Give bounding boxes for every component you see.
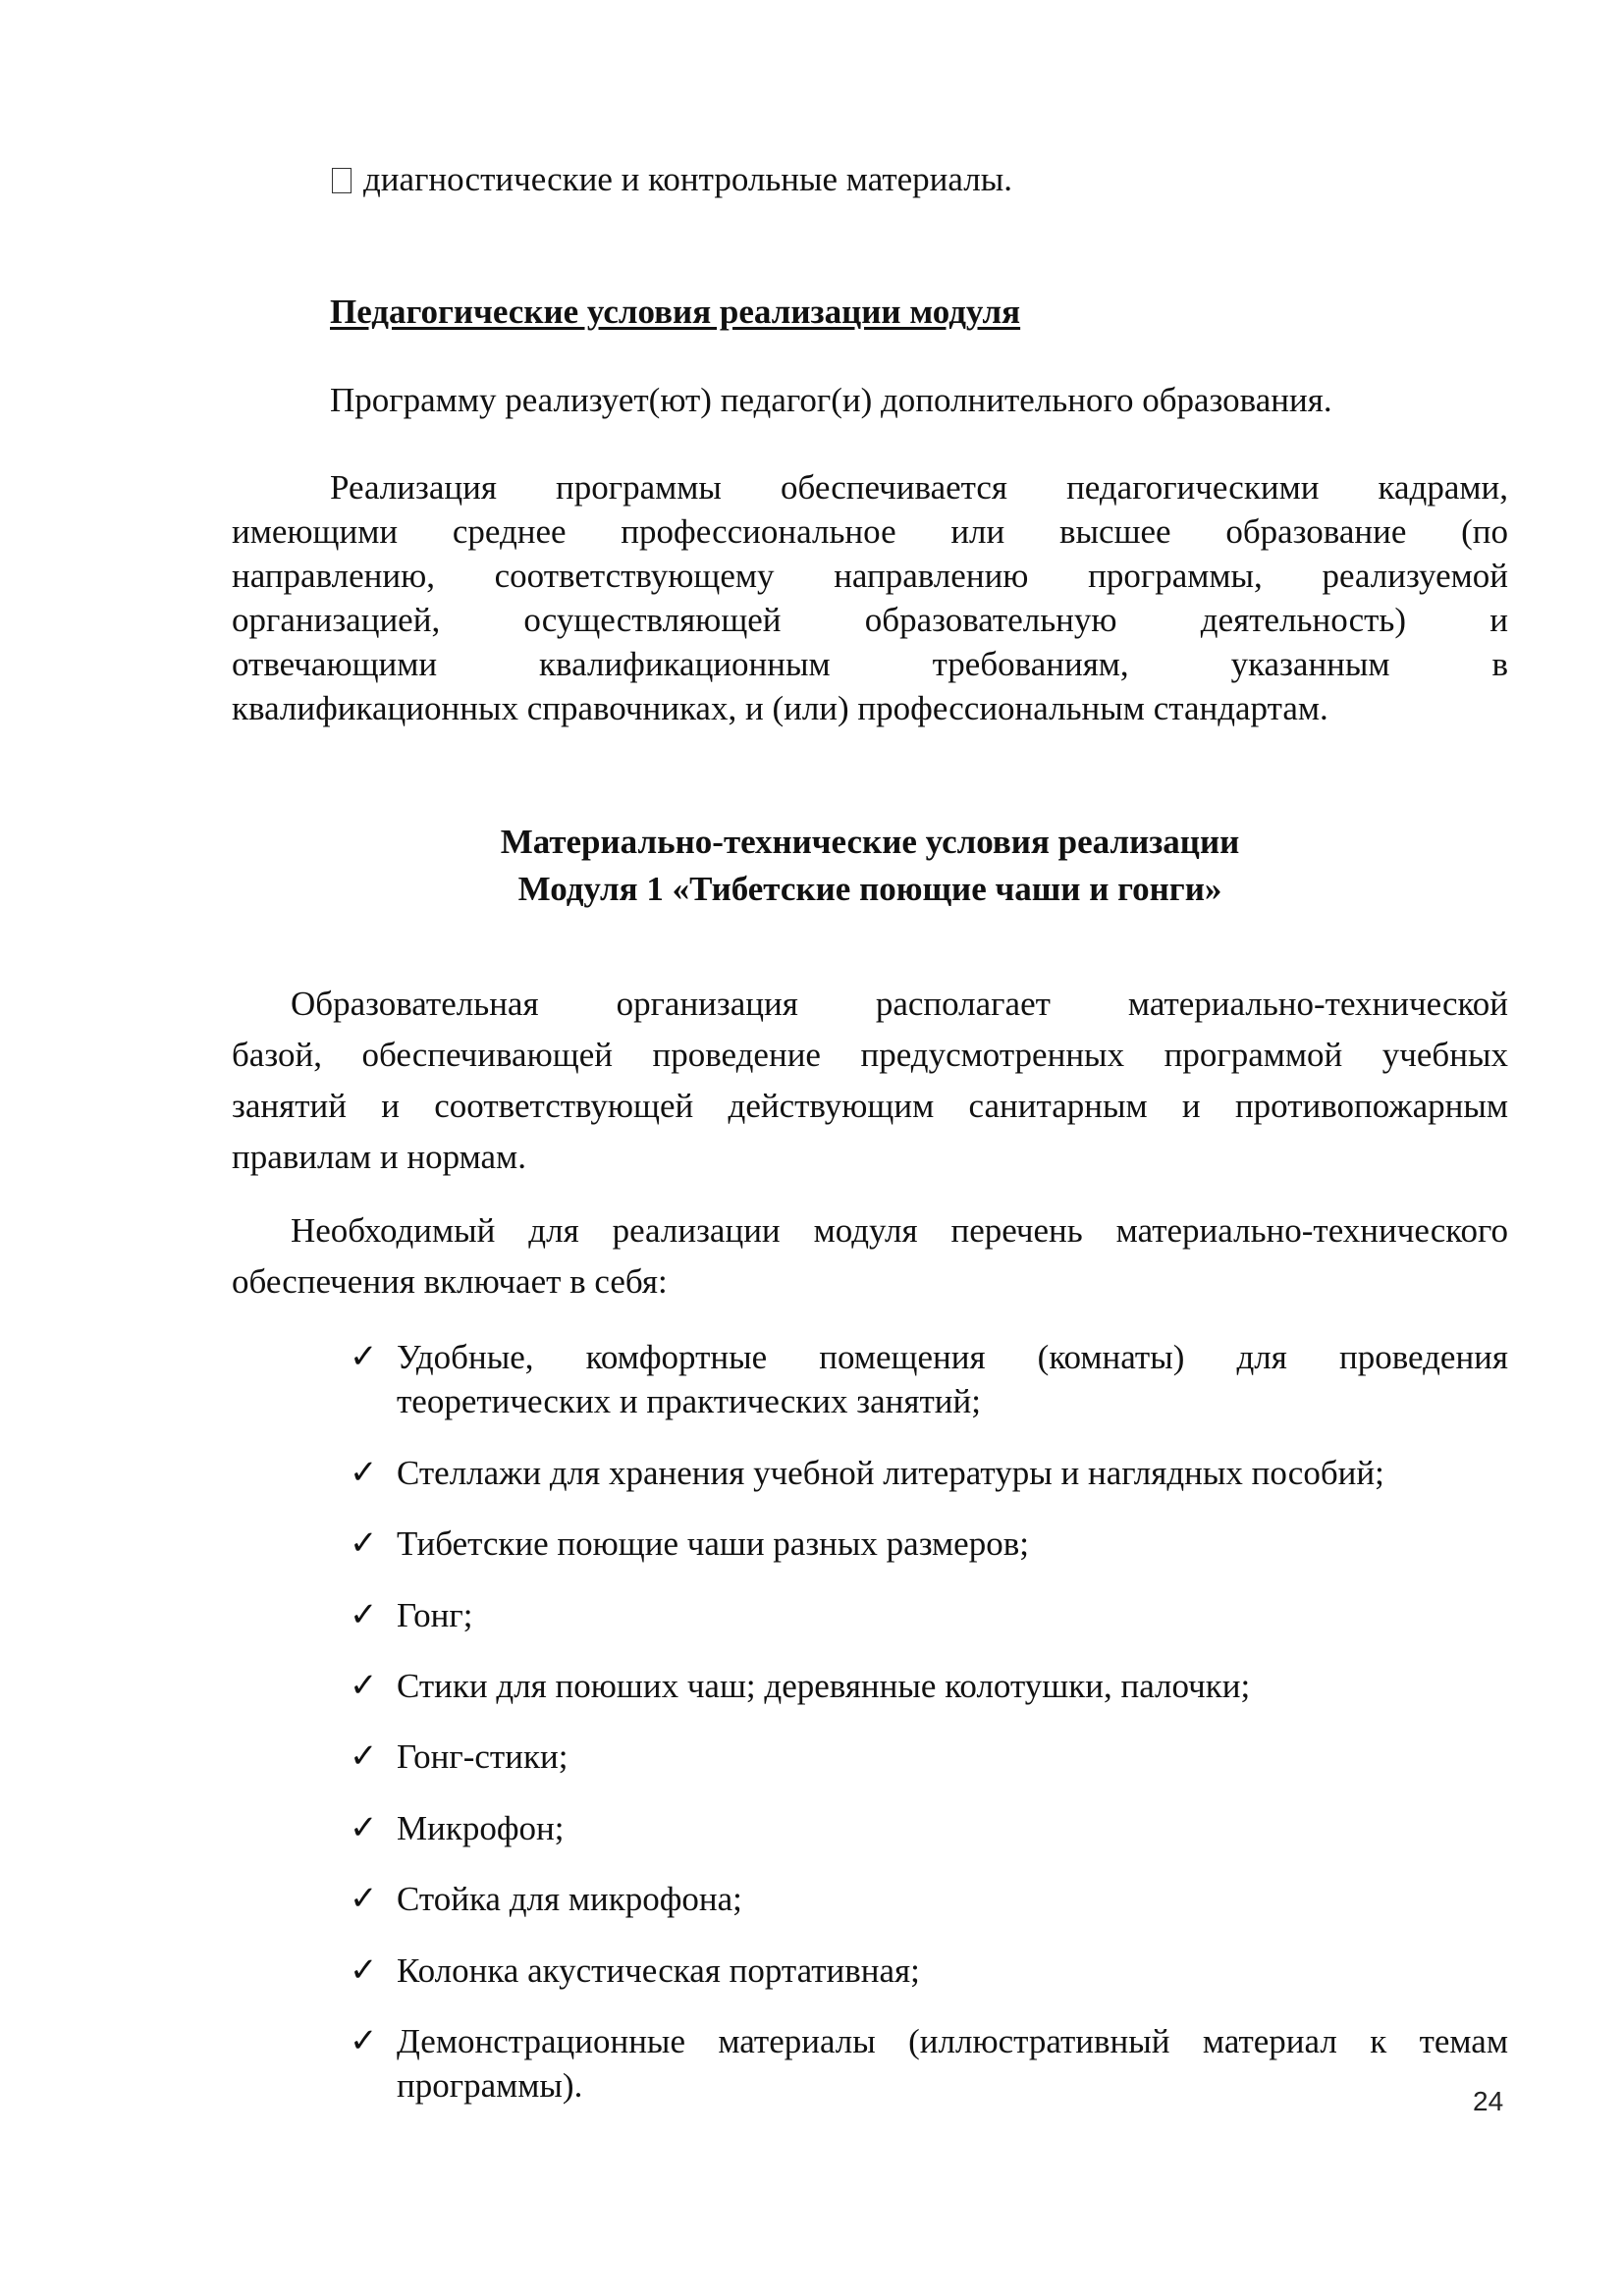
checklist-item-line: Стеллажи для хранения учебной литературы и наглядных пособий; <box>397 1454 1384 1492</box>
paragraph-line: занятий и соответствующей действующим санитарным и противопожарным <box>232 1087 1508 1125</box>
checkmark-icon: ✓ <box>350 1525 378 1562</box>
paragraph-line: Образовательная организация располагает материально-технической <box>291 985 1508 1023</box>
checklist-item-line: Удобные, комфортные помещения (комнаты) для проведения <box>397 1338 1508 1376</box>
checkmark-icon: ✓ <box>350 1668 378 1704</box>
paragraph-line: направлению, соответствующему направлению программы, реализуемой <box>232 557 1508 595</box>
pedagogical-paragraph-1: Программу реализует(ют) педагог(и) дополнительного образования. <box>330 381 1332 419</box>
checklist-item-line: Колонка акустическая портативная; <box>397 1951 920 1990</box>
checkmark-icon: ✓ <box>350 1738 378 1775</box>
checklist-item-line: Микрофон; <box>397 1809 565 1847</box>
checklist-item-line: Стойка для микрофона; <box>397 1880 742 1918</box>
paragraph-line: базой, обеспечивающей проведение предусмотренных программой учебных <box>232 1036 1508 1074</box>
checkmark-icon: ✓ <box>350 1339 378 1375</box>
material-heading <box>232 819 1508 913</box>
top-list-item-text: диагностические и контрольные материалы. <box>363 160 1012 198</box>
box-bullet-icon <box>332 168 352 193</box>
checklist-item-line: программы). <box>397 2066 583 2105</box>
paragraph-line: обеспечения включает в себя: <box>232 1262 668 1301</box>
checklist-item-line: Стики для поюших чаш; деревянные колотушки, палочки; <box>397 1667 1251 1705</box>
checklist-item-line: Гонг; <box>397 1596 473 1634</box>
paragraph-line: имеющими среднее профессиональное или высшее образование (по <box>232 512 1508 551</box>
checklist-item-line: Демонстрационные материалы (иллюстративный материал к темам <box>397 2022 1508 2060</box>
pedagogical-paragraph-2 <box>232 465 1508 730</box>
checkmark-icon: ✓ <box>350 2023 378 2059</box>
paragraph-line: организацией, осуществляющей образовательную деятельность) и <box>232 601 1508 639</box>
checkmark-icon: ✓ <box>350 1952 378 1989</box>
checkmark-icon: ✓ <box>350 1455 378 1491</box>
checklist-item-line: теоретических и практических занятий; <box>397 1382 981 1420</box>
paragraph-line: Необходимый для реализации модуля перечень материально-технического <box>291 1211 1508 1250</box>
checklist-item-line: Гонг-стики; <box>397 1737 568 1776</box>
top-list-item <box>332 157 1216 201</box>
paragraph-line: Реализация программы обеспечивается педагогическими кадрами, <box>330 468 1508 507</box>
material-heading-line-2: Модуля 1 «Тибетские поющие чаши и гонги» <box>517 870 1222 908</box>
pedagogical-heading: Педагогические условия реализации модуля <box>330 293 1021 331</box>
page-number: 24 <box>1473 2086 1504 2116</box>
material-paragraph-2 <box>232 1205 1508 1308</box>
paragraph-line: отвечающими квалификационным требованиям, указанным в <box>232 645 1508 683</box>
material-heading-line-1: Материально-технические условия реализации <box>500 823 1240 861</box>
material-paragraph-1 <box>232 979 1508 1183</box>
checklist-item-line: Тибетские поющие чаши разных размеров; <box>397 1524 1029 1563</box>
checkmark-icon: ✓ <box>350 1810 378 1846</box>
paragraph-line: правилам и нормам. <box>232 1138 526 1176</box>
checkmark-icon: ✓ <box>350 1597 378 1633</box>
paragraph-line: квалификационных справочниках, и (или) профессиональным стандартам. <box>232 689 1328 727</box>
checkmark-icon: ✓ <box>350 1881 378 1917</box>
